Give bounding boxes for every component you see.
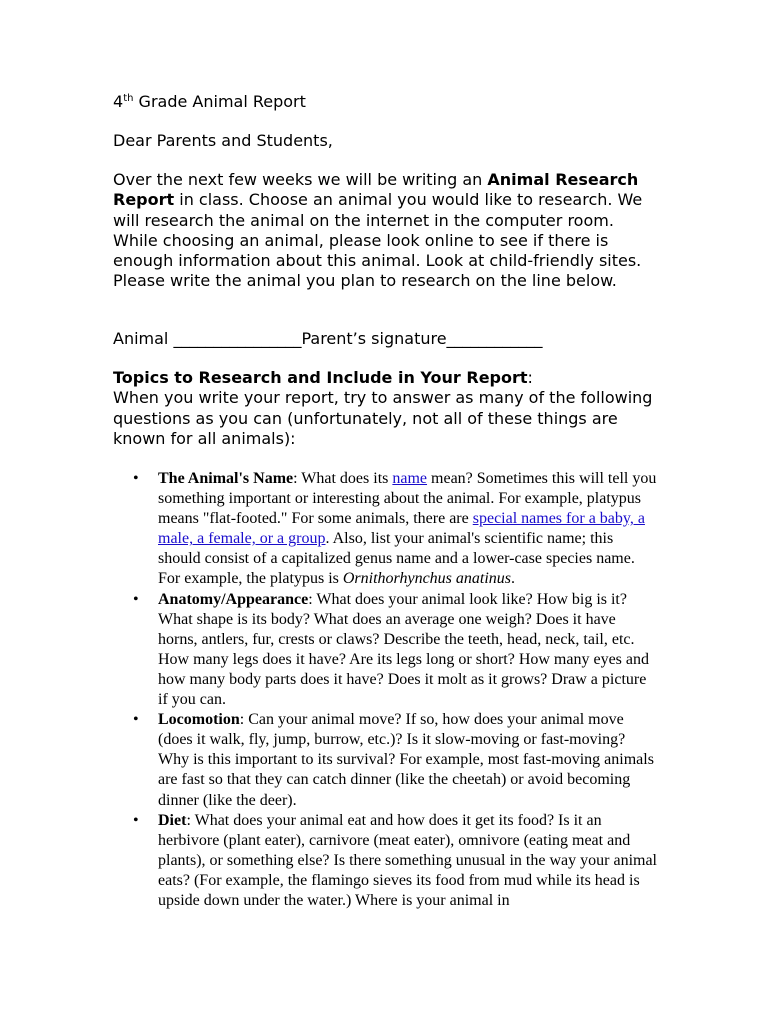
intro-paragraph xyxy=(113,170,658,292)
item-text: : What does your animal eat and how does it get its food? Is it an herbivore (plant eater), carnivore (meat eater), omnivore (eating meat and plants), or something else? Is there something unusual in the way your animal eats? (For example, the flamingo sieves its food from mud while its head is upside down under the water.) Where is your animal in xyxy=(158,811,657,909)
item-text: . Also, list your animal's scientific name; this should consist of a capitalized genus name and a lower-case species name. For example, the platypus is xyxy=(158,530,635,588)
list-item-anatomy xyxy=(113,590,658,711)
item-text: : What does its xyxy=(293,470,393,487)
item-text: : Can your animal move? If so, how does your animal move (does it walk, fly, jump, burrow, etc.)? Is it slow-moving or fast-moving? Why is this important to its survival? For example, most fast-moving animals are fast so that they can catch dinner (like the cheetah) or avoid becoming dinner (like the deer). xyxy=(158,711,654,809)
intro-text-end: in class. Choose an animal you would like to research. We will research the animal on the internet in the computer room. While choosing an animal, please look online to see if there is enough information about this animal. Look at child-friendly sites. Please write the animal you plan to research on the line below. xyxy=(113,190,643,291)
intro-text-start: Over the next few weeks we will be writing an xyxy=(113,170,488,189)
item-label: The Animal's Name xyxy=(158,470,294,487)
scientific-name: Ornithorhynchus anatinus xyxy=(342,570,512,588)
item-label: Locomotion xyxy=(158,711,240,729)
animal-blank: ________________ xyxy=(173,329,302,348)
grade-ordinal-suffix: th xyxy=(123,93,134,104)
name-link[interactable]: name xyxy=(392,470,428,487)
item-label: Anatomy/Appearance xyxy=(158,590,309,608)
signature-line xyxy=(113,329,543,349)
list-item-animal-name xyxy=(113,469,658,590)
item-label: Diet xyxy=(158,811,187,829)
item-text: mean? Sometimes this will tell you something important or interesting about the animal. For example, platypus means "flat-footed." For some animals, there are xyxy=(158,470,657,528)
topics-section xyxy=(113,368,658,449)
list-item-diet xyxy=(113,811,658,911)
parent-signature-label: Parent’s signature xyxy=(301,329,447,348)
salutation: Dear Parents and Students, xyxy=(113,131,333,150)
topics-list xyxy=(113,469,658,911)
topics-colon: : xyxy=(527,368,533,387)
report-title xyxy=(113,92,306,112)
topics-text: When you write your report, try to answer as many of the following questions as you can (unfortunately, not all of these things are known for all animals): xyxy=(113,388,653,448)
special-names-link[interactable]: special names for a baby, a male, a female, or a group xyxy=(158,510,645,548)
item-text: : What does your animal look like? How big is it? What shape is its body? What does an average one weigh? Does it have horns, antlers, fur, crests or claws? Describe the teeth, head, neck, tail, etc. How many legs does it have? Are its legs long or short? How many eyes and how many body parts does it have? Does it molt as it grows? Draw a picture if you can. xyxy=(158,590,650,709)
parent-signature-blank: ____________ xyxy=(446,329,543,348)
list-item-locomotion xyxy=(113,710,658,810)
intro-bold-phrase: Animal Research Report xyxy=(113,170,639,210)
animal-label: Animal xyxy=(113,329,174,348)
item-text: . xyxy=(511,570,516,588)
title-text: Grade Animal Report xyxy=(133,92,306,111)
grade-number: 4 xyxy=(113,92,124,111)
topics-heading: Topics to Research and Include in Your Report xyxy=(113,368,528,387)
